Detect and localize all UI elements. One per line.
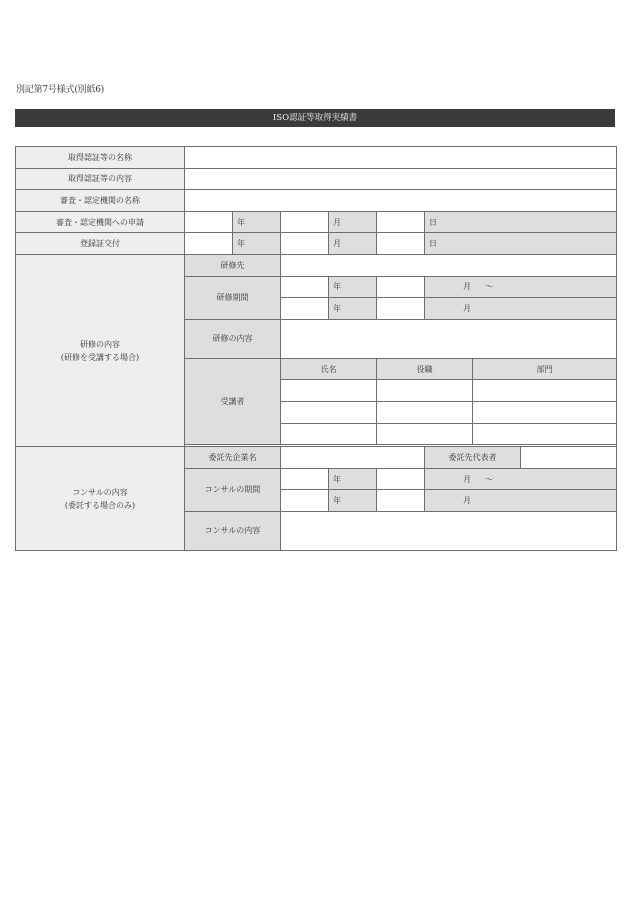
tp-tilde: 〜: [485, 282, 493, 292]
consult-company-label: 委託先企業名: [185, 447, 281, 469]
training-content-field[interactable]: [281, 319, 617, 358]
reg-month-field[interactable]: [281, 233, 329, 255]
apply-month-unit: 月: [329, 211, 377, 233]
row-cert-content: [16, 168, 617, 190]
training-content-label: 研修の内容: [185, 319, 281, 358]
cert-content-field[interactable]: [185, 168, 617, 190]
agency-name-label: 審査・認定機関の名称: [16, 190, 185, 212]
row-agency-name: [16, 190, 617, 212]
training-provider-field[interactable]: [281, 254, 617, 276]
cert-content-label: 取得認証等の内容: [16, 168, 185, 190]
tp-start-year-field[interactable]: [281, 276, 329, 298]
form-number: 別記第7号様式(別紙6): [16, 85, 105, 95]
iso-record-table: [15, 146, 617, 551]
consult-company-field[interactable]: [281, 447, 425, 469]
apply-day-unit: 日: [425, 211, 617, 233]
cp-end-month-field[interactable]: [377, 490, 425, 512]
attendee-position-field[interactable]: [377, 401, 473, 423]
reg-day-unit: 日: [425, 233, 617, 255]
consult-content-field[interactable]: [281, 511, 617, 550]
registration-label: 登録証交付: [16, 233, 185, 255]
attendee-position-field[interactable]: [377, 380, 473, 402]
training-group-line1: 研修の内容: [80, 339, 120, 349]
col-position-header: 役職: [377, 358, 473, 380]
cp-tilde: 〜: [485, 474, 493, 484]
tp-start-month-unit: [425, 276, 617, 298]
apply-year-field[interactable]: [185, 211, 233, 233]
consult-period-label: コンサルの期間: [185, 468, 281, 511]
tp-end-month-unit: [425, 298, 617, 320]
reg-year-unit: 年: [233, 233, 281, 255]
agency-apply-label: 審査・認定機関への申請: [16, 211, 185, 233]
consult-group-label: [16, 447, 185, 551]
cp-start-month-unit: [425, 468, 617, 490]
row-training-provider: [16, 254, 617, 276]
cp-start-year-unit: 年: [329, 468, 377, 490]
form-title: ISO認証等取得実績書: [15, 109, 615, 127]
training-group-line2: (研修を受講する場合): [60, 352, 140, 362]
attendee-department-field[interactable]: [473, 423, 617, 445]
attendee-department-field[interactable]: [473, 401, 617, 423]
col-name-header: 氏名: [281, 358, 377, 380]
consult-rep-label: 委託先代表者: [425, 447, 521, 469]
attendee-name-field[interactable]: [281, 380, 377, 402]
attendees-label: 受講者: [185, 358, 281, 444]
tp-end-month-field[interactable]: [377, 298, 425, 320]
consult-group-line1: コンサルの内容: [72, 487, 128, 497]
cp-end-month-text: 月: [463, 496, 471, 506]
training-provider-label: 研修先: [185, 254, 281, 276]
training-period-label: 研修期間: [185, 276, 281, 319]
tp-end-year-field[interactable]: [281, 298, 329, 320]
cert-name-field[interactable]: [185, 147, 617, 169]
training-group-label: [16, 254, 185, 446]
attendee-department-field[interactable]: [473, 380, 617, 402]
consult-rep-field[interactable]: [521, 447, 617, 469]
attendee-position-field[interactable]: [377, 423, 473, 445]
tp-end-year-unit: 年: [329, 298, 377, 320]
col-department-header: 部門: [473, 358, 617, 380]
cp-end-year-unit: 年: [329, 490, 377, 512]
reg-year-field[interactable]: [185, 233, 233, 255]
apply-month-field[interactable]: [281, 211, 329, 233]
reg-day-field[interactable]: [377, 233, 425, 255]
cp-start-month-field[interactable]: [377, 468, 425, 490]
cp-start-year-field[interactable]: [281, 468, 329, 490]
tp-start-month-text: 月: [463, 282, 471, 292]
cp-start-month-text: 月: [463, 474, 471, 484]
apply-day-field[interactable]: [377, 211, 425, 233]
agency-name-field[interactable]: [185, 190, 617, 212]
consult-content-label: コンサルの内容: [185, 511, 281, 550]
row-registration: [16, 233, 617, 255]
cp-end-year-field[interactable]: [281, 490, 329, 512]
cp-end-month-unit: [425, 490, 617, 512]
reg-month-unit: 月: [329, 233, 377, 255]
row-consult-company: [16, 447, 617, 469]
consult-group-line2: (委託する場合のみ): [64, 500, 136, 510]
tp-start-year-unit: 年: [329, 276, 377, 298]
attendee-name-field[interactable]: [281, 401, 377, 423]
row-agency-apply: [16, 211, 617, 233]
row-cert-name: [16, 147, 617, 169]
apply-year-unit: 年: [233, 211, 281, 233]
tp-end-month-text: 月: [463, 303, 471, 313]
cert-name-label: 取得認証等の名称: [16, 147, 185, 169]
attendee-name-field[interactable]: [281, 423, 377, 445]
tp-start-month-field[interactable]: [377, 276, 425, 298]
